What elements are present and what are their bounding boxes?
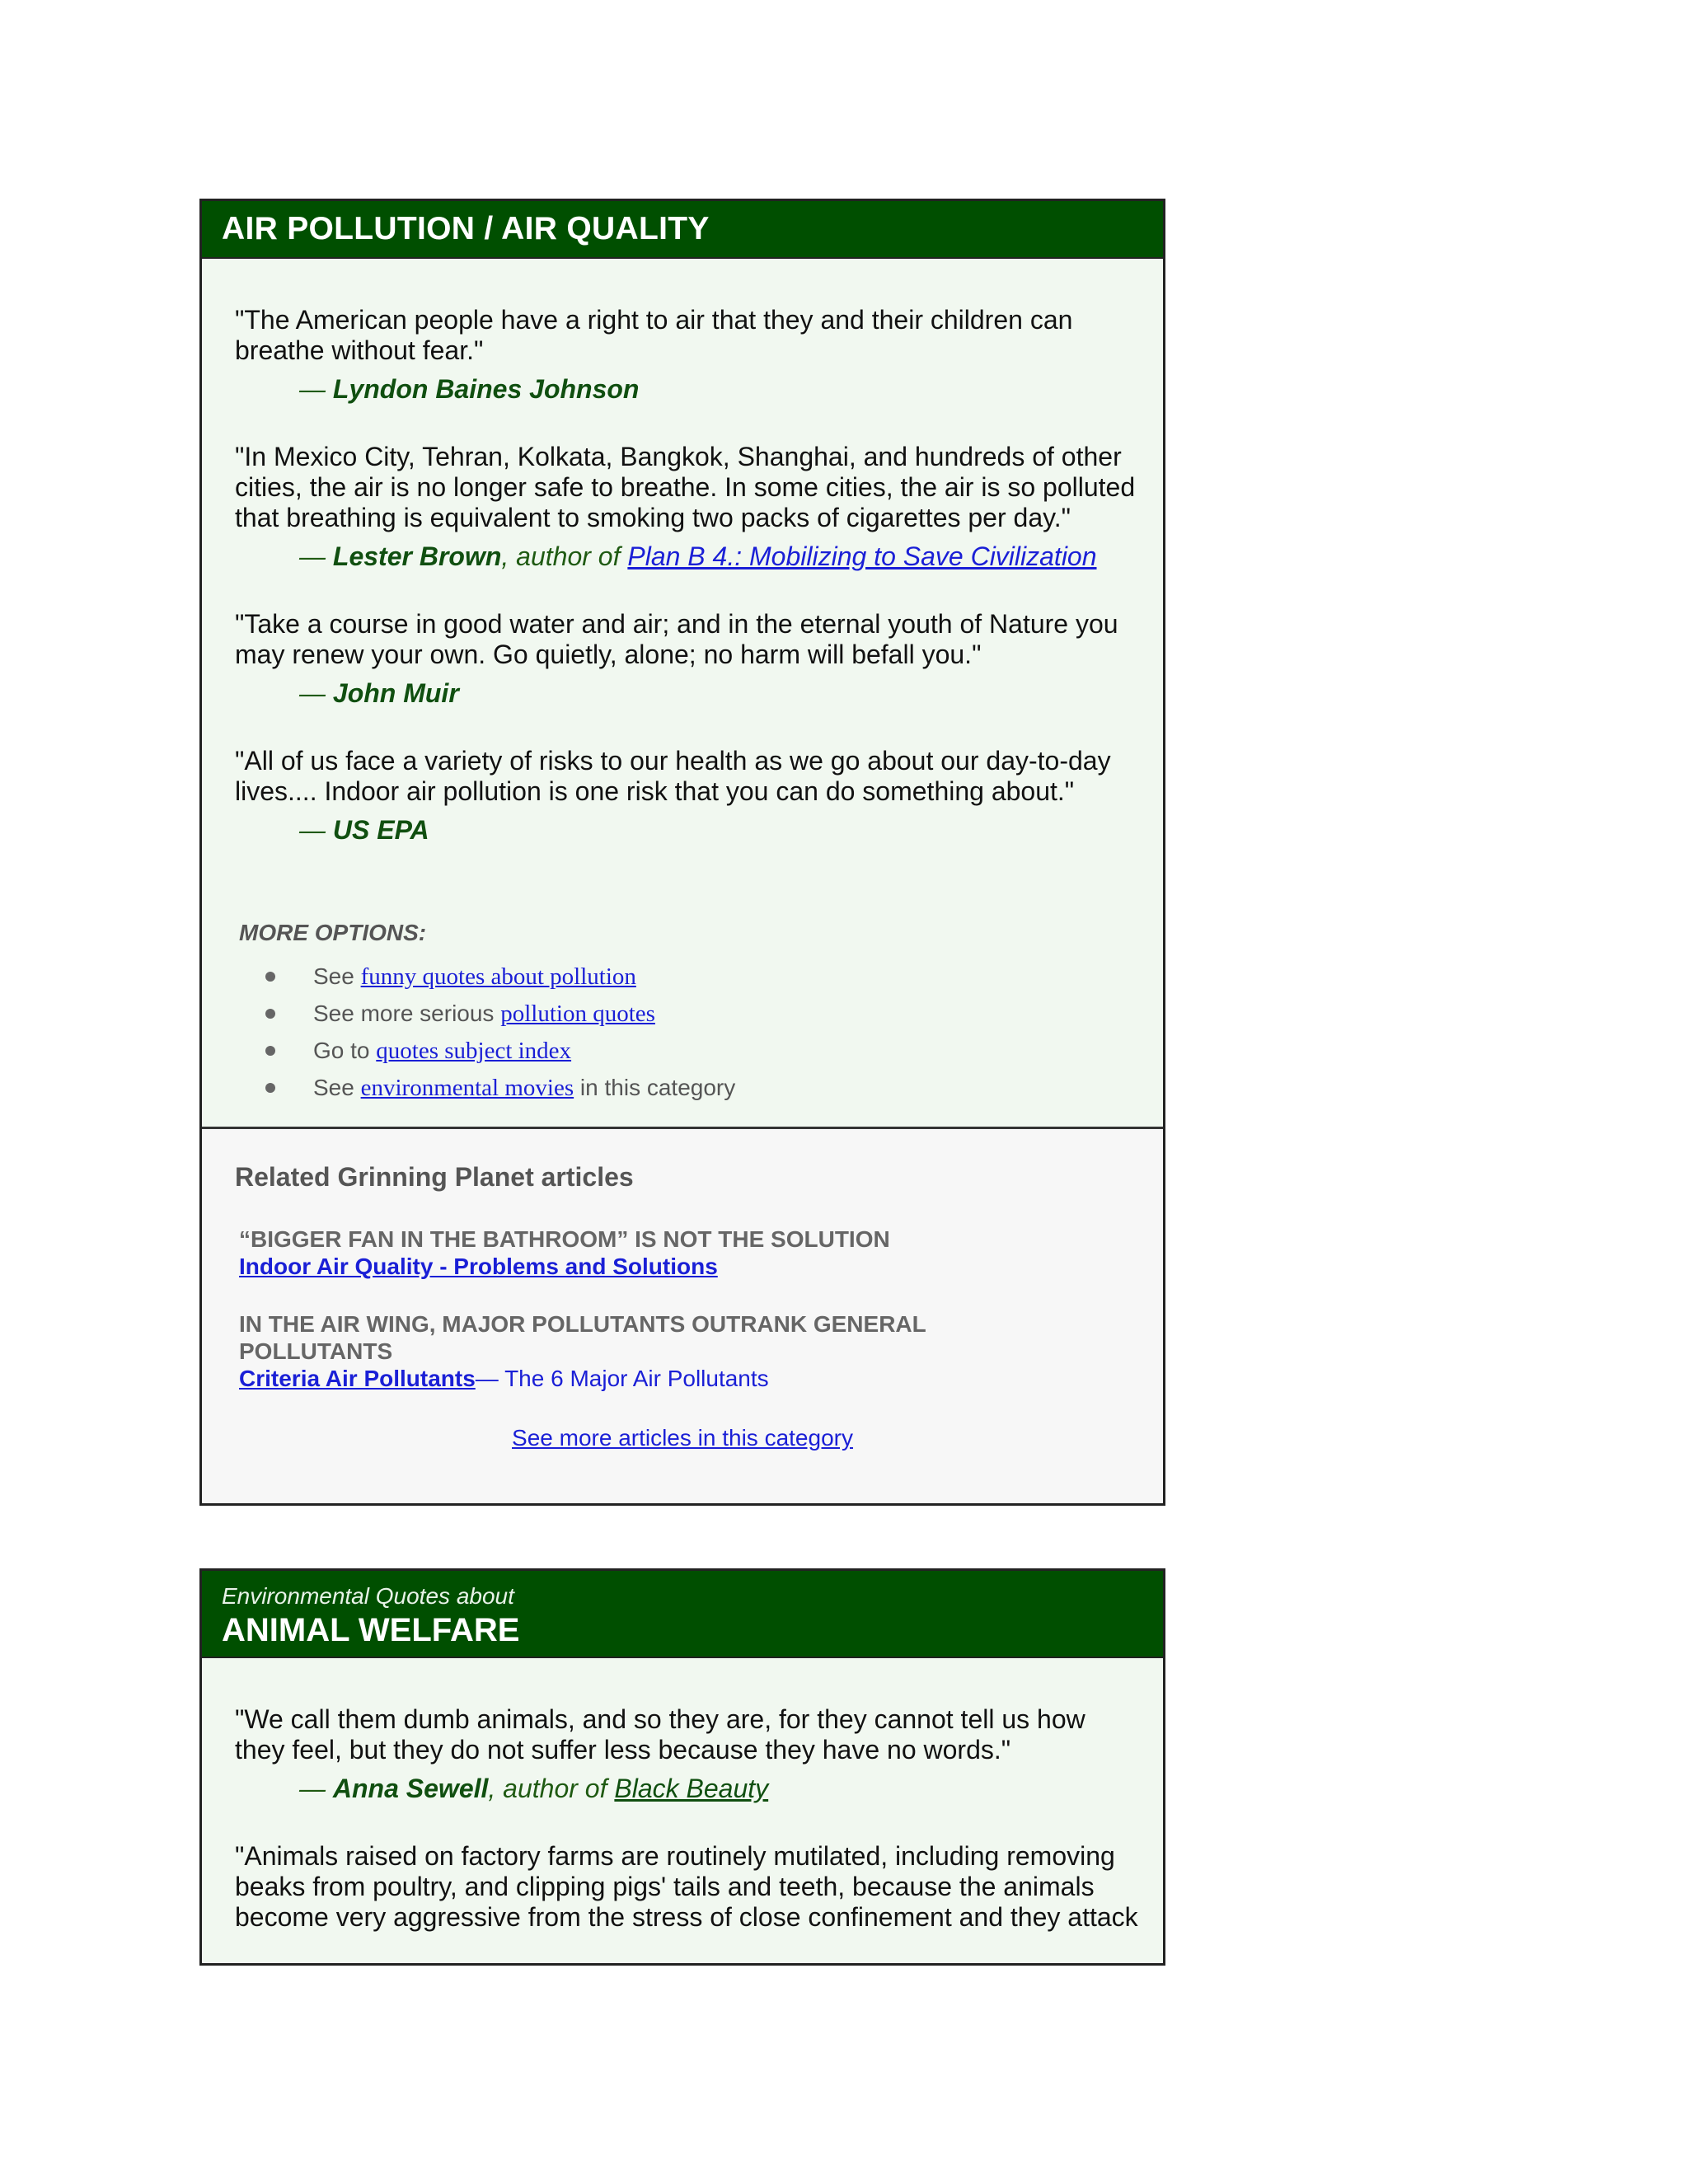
- article-item: [239, 1226, 890, 1280]
- see-more-articles-link[interactable]: See more articles in this category: [512, 1425, 853, 1451]
- section-header: [202, 201, 1163, 259]
- quotes-list: [202, 1658, 1163, 1933]
- subject-index-link[interactable]: quotes subject index: [376, 1038, 572, 1064]
- quotes-list: [202, 259, 1163, 846]
- list-item: See funny quotes about pollution: [239, 958, 735, 995]
- environmental-movies-link[interactable]: environmental movies: [360, 1075, 574, 1101]
- quote-author: John Muir: [332, 678, 459, 708]
- article-subtitle: — The 6 Major Air Pollutants: [475, 1366, 769, 1391]
- funny-quotes-link[interactable]: funny quotes about pollution: [360, 963, 636, 990]
- section-title: AIR POLLUTION / AIR QUALITY: [222, 211, 710, 246]
- list-item: Go to quotes subject index: [239, 1032, 735, 1069]
- quote-author: Lyndon Baines Johnson: [332, 374, 640, 404]
- book-link[interactable]: Black Beauty: [614, 1774, 769, 1803]
- more-options-list: [239, 958, 735, 1106]
- list-item: See more serious pollution quotes: [239, 995, 735, 1032]
- quote-author: Anna Sewell: [332, 1774, 489, 1803]
- quote-attribution: — US EPA: [299, 815, 429, 845]
- quote-text: "Take a course in good water and air; and in the eternal youth of Nature you may renew your own. Go quietly, alone; no harm will befall you.": [235, 609, 1118, 669]
- section-kicker: Environmental Quotes about: [222, 1583, 514, 1609]
- quote-attribution: — John Muir: [299, 678, 459, 708]
- more-options: [239, 920, 735, 1106]
- article-link[interactable]: Indoor Air Quality - Problems and Solutions: [239, 1254, 718, 1279]
- quote-text: "The American people have a right to air that they and their children can breathe without fear.": [235, 305, 1073, 365]
- article-caption: IN THE AIR WING, MAJOR POLLUTANTS OUTRANK GENERAL POLLUTANTS: [239, 1311, 926, 1364]
- quote-attribution: — Lester Brown, author of Plan B 4.: Mobilizing to Save Civilization: [299, 541, 1097, 571]
- article-item: [239, 1310, 981, 1392]
- animal-welfare-box: [199, 1568, 1165, 1966]
- quote-text: "All of us face a variety of risks to our health as we go about our day-to-day lives.... Indoor air pollution is one risk that you can do something about.": [235, 746, 1111, 806]
- air-pollution-box: [199, 199, 1165, 1506]
- article-caption: “BIGGER FAN IN THE BATHROOM” IS NOT THE SOLUTION: [239, 1226, 890, 1252]
- section-header: [202, 1571, 1163, 1658]
- list-item: See environmental movies in this category: [239, 1069, 735, 1106]
- see-more: [202, 1425, 1163, 1451]
- quote-text: "Animals raised on factory farms are routinely mutilated, including removing beaks from poultry, and clipping pigs' tails and teeth, because the animals become very aggressive from the stress of close confinement and they attack: [235, 1841, 1138, 1932]
- related-heading: Related Grinning Planet articles: [235, 1162, 634, 1192]
- quote-attribution: — Anna Sewell, author of Black Beauty: [299, 1774, 769, 1803]
- quote-attribution: — Lyndon Baines Johnson: [299, 374, 640, 404]
- quote-text: "We call them dumb animals, and so they are, for they cannot tell us how they feel, but they do not suffer less because they have no words.": [235, 1704, 1085, 1765]
- quote-author: US EPA: [332, 815, 429, 845]
- pollution-quotes-link[interactable]: pollution quotes: [500, 1001, 655, 1027]
- quote-author: Lester Brown: [332, 541, 502, 571]
- more-options-label: MORE OPTIONS:: [239, 920, 427, 945]
- section-title: ANIMAL WELFARE: [222, 1612, 520, 1648]
- article-link[interactable]: Criteria Air Pollutants: [239, 1366, 476, 1391]
- related-articles: [202, 1127, 1163, 1503]
- quote-text: "In Mexico City, Tehran, Kolkata, Bangkok, Shanghai, and hundreds of other cities, the air is no longer safe to breathe. In some cities, the air is so polluted that breathing is equivalent to smoking two packs of cigarettes per day.": [235, 442, 1136, 532]
- book-link[interactable]: Plan B 4.: Mobilizing to Save Civilization: [627, 541, 1097, 571]
